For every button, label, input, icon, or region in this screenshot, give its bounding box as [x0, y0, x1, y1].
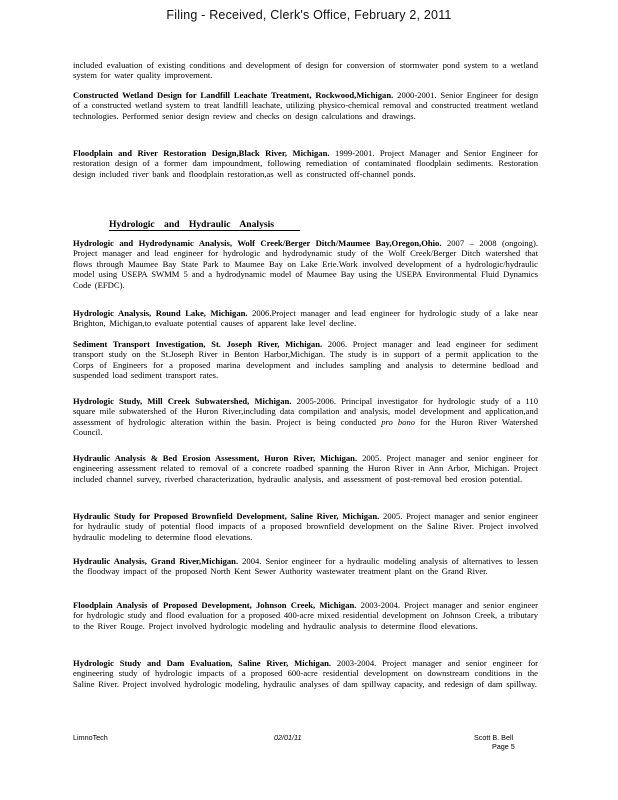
project-title: Hydrologic Study, Mill Creek Subwatershed, Michigan. [73, 396, 292, 406]
project-title: Hydraulic Analysis, Grand River,Michigan. [73, 556, 239, 566]
project-body: 2006.Project manager and lead engineer for hydrologic study of a lake near Brighton, Michigan,to evaluate potential causes of apparent lake level decline. [73, 308, 538, 329]
project-body: 1999-2001. Project Manager and Senior Engineer for restoration design of a former dam impoundment, following remediation of contaminated floodplain sediments. Restoration design included river bank and floodplain restoration,as well as constructed off-channel ponds. [73, 148, 538, 179]
project-body: 2006. Project manager and lead engineer for sediment transport study on the St.Joseph River in Benton Harbor,Michigan. The study is in support of a permit application to the Corps of Engineers for a proposed marina development and includes sampling and analysis to determine bedload and suspended load sediment transport rates. [73, 339, 538, 381]
project-entry [73, 600, 538, 631]
project-body: 2003-2004. Project manager and senior engineer for engineering study of hydrologic impacts of a proposed 600-acre residential development on downstream conditions in the Saline River. Project involved hydrologic modeling, hydraulic analyses of dam spillway capacity, and redesign of dam spillway. [73, 658, 538, 689]
project-entry [73, 453, 538, 484]
section-heading: Hydrologic and Hydraulic Analysis [109, 219, 300, 231]
project-title: Hydrologic Study and Dam Evaluation, Saline River, Michigan. [73, 658, 332, 668]
project-entry [73, 238, 538, 290]
footer-author: Scott B. Bell [474, 733, 514, 742]
project-title: Floodplain and River Restoration Design,Black River, Michigan. [73, 148, 330, 158]
project-body: 2000-2001. Senior Engineer for design of a constructed wetland system to treat landfill leachate, utilizing physico-chemical removal and constructed treatment wetland technologies. Performed senior design review and checks on design calculations and drawings. [73, 90, 538, 121]
intro-paragraph [73, 60, 538, 81]
project-body: 2003-2004. Project manager and senior engineer for hydrologic study and flood evaluation for a proposed 400-acre mixed residential development on Johnson Creek, a tributary to the River Rouge. Project involved hydrologic modeling and hydraulic analysis to determine flood elevations. [73, 600, 538, 631]
project-title: Hydrologic Analysis, Round Lake, Michigan. [73, 308, 248, 318]
project-entry [73, 511, 538, 542]
project-title: Hydraulic Analysis & Bed Erosion Assessment, Huron River, Michigan. [73, 453, 358, 463]
project-title: Hydrologic and Hydrodynamic Analysis, Wolf Creek/Berger Ditch/Maumee Bay,Oregon,Ohio. [73, 238, 442, 248]
project-title: Sediment Transport Investigation, St. Joseph River, Michigan. [73, 339, 323, 349]
project-entry [73, 396, 538, 438]
project-entry [73, 148, 538, 179]
project-entry [73, 658, 538, 689]
project-entry [73, 339, 538, 381]
intro-text: included evaluation of existing conditions and development of design for conversion of stormwater pond system to a wetland system for water quality improvement. [73, 60, 538, 81]
project-body-italic: pro bono [381, 416, 416, 427]
project-title: Floodplain Analysis of Proposed Development, Johnson Creek, Michigan. [73, 600, 357, 610]
project-title: Hydraulic Study for Proposed Brownfield Development, Saline River, Michigan. [73, 511, 380, 521]
footer-author-page [474, 733, 515, 751]
footer-date: 02/01/11 [274, 733, 302, 742]
project-body: 2007 – 2008 (ongoing). Project manager and lead engineer for hydrologic and hydrodynamic study of the Wolf Creek/Berger Ditch watershed that flows through Maumee Bay State Park to Maumee Bay on Lake Erie.Work involved development of a hydrologic/hydraulic model using USEPA SWMM 5 and a hydrodynamic model of Maumee Bay using the USEPA Environmental Fluid Dynamics Code (EFDC). [73, 238, 538, 290]
footer-page-number: Page 5 [492, 742, 515, 751]
filing-stamp-header: Filing - Received, Clerk's Office, February 2, 2011 [166, 8, 452, 22]
project-entry [73, 308, 538, 329]
project-entry [73, 556, 538, 577]
project-title: Constructed Wetland Design for Landfill Leachate Treatment, Rockwood,Michigan. [73, 90, 394, 100]
footer-company: LimnoTech [73, 733, 108, 742]
project-body: 2005. Project manager and senior engineer for engineering assessment related to removal of a concrete roadbed spanning the Huron River in Ann Arbor, Michigan. Project included channel survey, riverbed characterization, hydraulic analysis, and assessment of post-removal bed erosion potential. [73, 453, 538, 484]
project-body: 2005-2006. Principal investigator for hydrologic study of a 110 square mile subwatershed of the Huron River,including data compilation and analysis, model development and application,and assessment of hydrologic alteration within the basin. Project is being conducted [73, 396, 539, 427]
project-entry [73, 90, 538, 121]
project-body: for the Huron River Watershed Council. [73, 416, 538, 438]
project-body: 2004. Senior engineer for a hydraulic modeling analysis of alternatives to lessen the floodway impact of the proposed North Kent Sewer Authority wastewater treatment plant on the Grand River. [73, 556, 538, 577]
project-body: 2005. Project manager and senior engineer for hydraulic study of potential flood impacts of a proposed brownfield development on the Saline River. Project involved hydraulic modeling to determine flood elevations. [73, 511, 539, 542]
